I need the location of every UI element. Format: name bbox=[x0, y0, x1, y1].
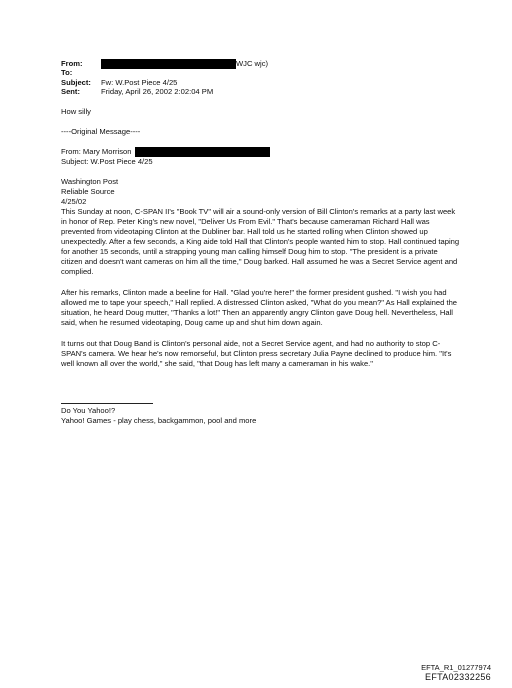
original-from: From: Mary Morrison bbox=[61, 147, 132, 157]
footer-id-2: EFTA02332256 bbox=[425, 672, 491, 682]
original-from-row bbox=[61, 147, 461, 157]
publication-column: Reliable Source bbox=[61, 187, 115, 197]
original-message-marker: ----Original Message---- bbox=[61, 127, 141, 137]
redaction-bar bbox=[101, 59, 236, 69]
signature-line-2: Yahoo! Games - play chess, backgammon, pool and more bbox=[61, 416, 257, 426]
to-label: To: bbox=[61, 68, 73, 78]
email-document bbox=[61, 59, 461, 426]
publication-name: Washington Post bbox=[61, 177, 119, 187]
sent-row bbox=[61, 88, 461, 98]
publication-date: 4/25/02 bbox=[61, 197, 87, 207]
to-row bbox=[61, 69, 461, 79]
article-paragraph-2: After his remarks, Clinton made a beeline for Hall. "Glad you're here!" the former president gushed. "I wish you had allowed me to tape your speech," Hall replied. A distressed Clinton asked, "What do you mean?" As Hall explained the situation, he heard Doug mutter, "Thanks a lot!" Then an apparently angry Clinton gave Doug hell. Nevertheless, Hall said, when he resumed videotaping, Doug came up and shut him down again. bbox=[61, 288, 458, 328]
intro-text: How silly bbox=[61, 107, 91, 116]
article-paragraph-1: This Sunday at noon, C-SPAN II's "Book TV" will air a sound-only version of Bill Clinton's remarks at a party last week in honor of Rep. Peter King's new novel, "Deliver Us From Evil." That's because cameraman Richard Hall was prevented from videotaping Clinton at the Dubliner bar. Hall told us he started rolling when Clinton showed up unexpectedly. After a few seconds, a King aide told Hall that Clinton's people wanted him to stop. Hall continued taping for another 15 seconds, until a strapping young man calling himself Doug him to stop. "The president is a private citizen and doesn't want cameras on him all the time," Doug barked. Hall assumed he was a Secret Service agent and complied. bbox=[61, 207, 460, 277]
article-paragraph-3: It turns out that Doug Band is Clinton's personal aide, not a Secret Service agent, and had no authority to stop C-SPAN's camera. We hear he's now remorseful, but Clinton press secretary Julia Payne declined to produce him. "It's well known all over the world," she said, "that Doug has left many a cameraman in his wake." bbox=[61, 339, 452, 369]
from-row bbox=[61, 59, 461, 69]
subject-row bbox=[61, 78, 461, 88]
subject-label: Subject: bbox=[61, 77, 91, 87]
sent-value: Friday, April 26, 2002 2:02:04 PM bbox=[101, 87, 214, 97]
sent-label: Sent: bbox=[61, 87, 80, 97]
redaction-bar bbox=[135, 147, 270, 157]
footer-id-1: EFTA_R1_01277974 bbox=[421, 663, 491, 672]
from-value: WJC wjc) bbox=[236, 58, 269, 68]
signature-line-1: Do You Yahoo!? bbox=[61, 406, 116, 416]
subject-value: Fw: W.Post Piece 4/25 bbox=[101, 77, 178, 87]
from-label: From: bbox=[61, 58, 83, 68]
signature-divider bbox=[61, 403, 153, 404]
original-subject: Subject: W.Post Piece 4/25 bbox=[61, 157, 153, 167]
